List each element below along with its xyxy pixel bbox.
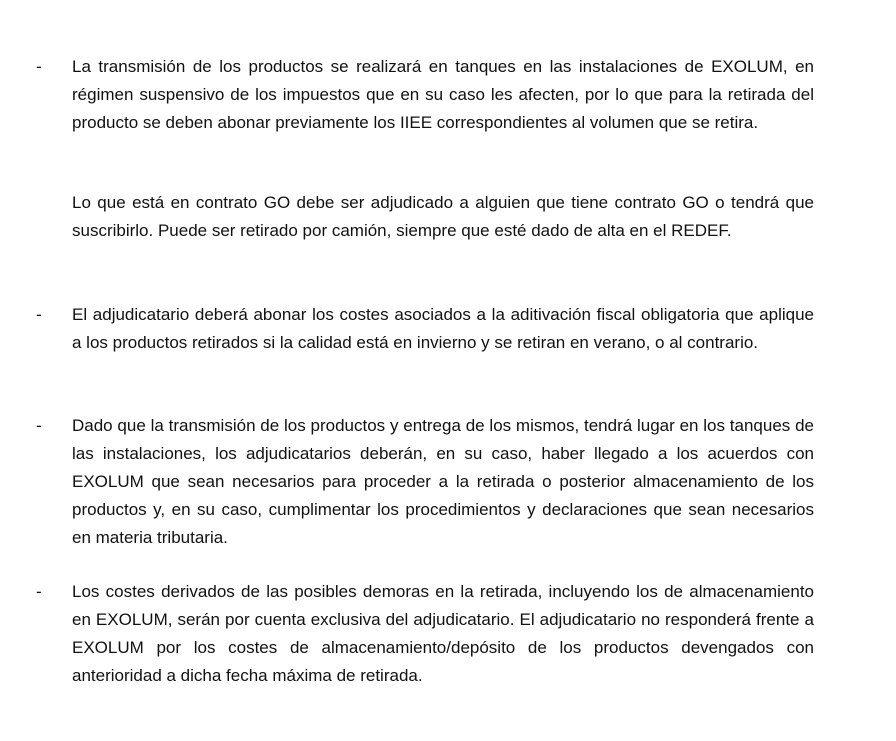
bullet-dash: - (36, 416, 42, 435)
paragraph-aditivacion: El adjudicatario deberá abonar los costes asociados a la aditivación fiscal obligatoria que aplique a los productos retirados si la calidad está en invierno y se retiran en verano, o al contrario. (72, 305, 814, 352)
paragraph-contrato-go: Lo que está en contrato GO debe ser adjudicado a alguien que tiene contrato GO o tendrá que suscribirlo. Puede ser retirado por camión, siempre que esté dado de alta en el REDEF. (72, 193, 814, 240)
bullet-dash: - (36, 57, 42, 76)
bullet-dash: - (36, 582, 42, 601)
paragraph-demoras: Los costes derivados de las posibles demoras en la retirada, incluyendo los de almacenamiento en EXOLUM, serán por cuenta exclusiva del adjudicatario. El adjudicatario no responderá frente a EXOLUM por los costes de almacenamiento/depósito de los productos devengados con anterioridad a dicha fecha máxima de retirada. (72, 582, 814, 685)
paragraph-transmision: La transmisión de los productos se realizará en tanques en las instalaciones de EXOLUM, en régimen suspensivo de los impuestos que en su caso les afecten, por lo que para la retirada del producto se deben abonar previamente los IIEE correspondientes al volumen que se retira. (72, 57, 814, 132)
bullet-dash: - (36, 305, 42, 324)
paragraph-entrega: Dado que la transmisión de los productos y entrega de los mismos, tendrá lugar en los tanques de las instalaciones, los adjudicatarios deberán, en su caso, haber llegado a los acuerdos con EXOLUM que sean necesarios para proceder a la retirada o posterior almacenamiento de los productos y, en su caso, cumplimentar los procedimientos y declaraciones que sean necesarios en materia tributaria. (72, 416, 814, 547)
